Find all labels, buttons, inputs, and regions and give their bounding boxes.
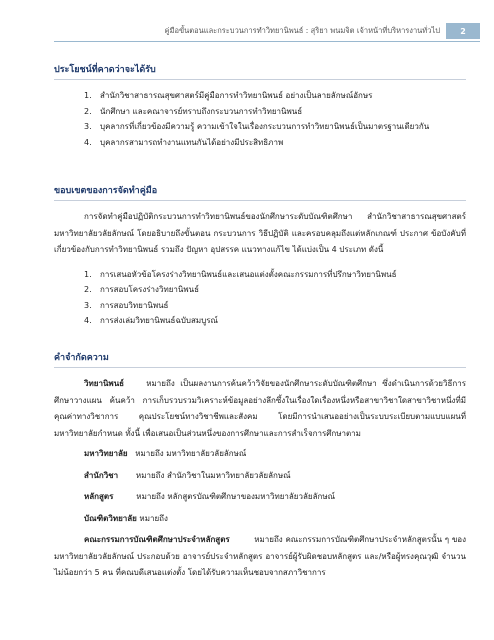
definition-committee [54,532,466,582]
definition-text-continued: ของมหาวิทยาลัยวลัยลักษณ์ ประกอบด้วย อาจารย์ประจำหลักสูตร อาจารย์ผู้รับผิดชอบหลักสูตร และ/หรือผู้ทรงคุณวุฒิ จำนวนไม่น้อยกว่า 5 คน ที่คณบดีเสนอแต่งตั้ง โดยได้รับความเห็นชอบจากสภาวิชาการ [54,535,467,577]
list-item [54,104,466,120]
benefits-heading: ประโยชน์ที่คาดว่าจะได้รับ [54,62,466,80]
item-number: 1. [84,91,92,100]
item-number: 4. [84,137,92,147]
benefits-list [54,88,466,150]
definition-school [54,468,466,485]
item-text: บุคลากรที่เกี่ยวข้องมีความรู้ ความเข้าใจในเรื่องกระบวนการทำวิทยานิพนธ์เป็นมาตรฐานเดียวกัน [100,122,430,131]
benefits-section [54,62,466,150]
definition-text: หมายถึง [139,513,168,523]
definitions-heading: คำจำกัดความ [54,350,466,368]
definition-term: สำนักวิชา [84,470,119,480]
definition-term: บัณฑิตวิทยาลัย [84,513,137,523]
header-title: คู่มือขั้นตอนและกระบวนการทำวิทยานิพนธ์ : สุริยา พนมจิต เจ้าหน้าที่บริหารงานทั่วไป [164,26,440,35]
list-item [54,88,466,104]
item-text: การเสนอหัวข้อโครงร่างวิทยานิพนธ์และเสนอแต่งตั้งคณะกรรมการที่ปรึกษาวิทยานิพนธ์ [100,269,397,279]
definition-graduate-school [54,511,466,528]
definitions-section [54,350,466,582]
item-number: 3. [84,122,92,131]
item-number: 2. [84,285,92,294]
list-item [54,267,466,283]
item-number: 2. [84,106,92,116]
definition-term: หลักสูตร [84,492,114,501]
page-number-badge: 2 [446,23,480,39]
item-text: สำนักวิชาสาธารณสุขศาสตร์มีคู่มือการทำวิทยานิพนธ์ อย่างเป็นลายลักษณ์อักษร [100,91,373,100]
header-divider [54,41,480,42]
item-text: การส่งเล่มวิทยานิพนธ์ฉบับสมบูรณ์ [100,316,218,325]
definition-university [54,446,466,463]
definition-text: หมายถึง คณะกรรมการบัณฑิตศึกษาประจำหลักสูตรนั้น ๆ [254,535,450,544]
list-item [54,119,466,135]
page-header [165,22,480,40]
item-text: การสอบวิทยานิพนธ์ [100,300,169,310]
item-number: 1. [84,269,92,279]
list-item [54,282,466,298]
definition-thesis [54,376,466,442]
definition-term: คณะกรรมการบัณฑิตศึกษาประจำหลักสูตร [84,535,230,544]
definition-curriculum [54,489,466,506]
definition-text: หมายถึง สำนักวิชาในมหาวิทยาลัยวลัยลักษณ์ [135,470,291,480]
scope-heading: ขอบเขตของการจัดทำคู่มือ [54,183,466,201]
item-text: การสอบโครงร่างวิทยานิพนธ์ [100,285,199,294]
list-item [54,313,466,329]
definition-text: หมายถึง เป็นผลงานการค้นคว้าวิจัยของนักศึกษาระดับบัณฑิตศึกษา ซึ่งดำเนินการด้วยวิธีการศึกษาวางแผน ค้นคว้า การเก็บรวบรวมวิเคราะห์ข้อมูลอย่างลึกซึ้งในเรื่องใดเรื่องหนึ่งหรือสาขาวิชาใดสาขาวิชาหนึ่งที่มีคุณค่าทางวิชาการ คุณประโยชน์ทางวิชาชีพและสังคม โดยมีการนำเสนออย่างเป็นระบบระเบียบตามแบบแผนที่มหาวิทยาลัยกำหนด ทั้งนี้ เพื่อเสนอเป็นส่วนหนึ่งของการศึกษาและการสำเร็จการศึกษาตาม [54,379,466,438]
item-number: 4. [84,316,92,325]
list-item [54,135,466,151]
scope-list [54,267,466,329]
definition-text: หมายถึง หลักสูตรบัณฑิตศึกษาของมหาวิทยาลัยวลัยลักษณ์ [136,492,336,501]
item-text: นักศึกษา และคณาจารย์ทราบถึงกระบวนการทำวิทยานิพนธ์ [100,106,303,116]
definition-text: หมายถึง มหาวิทยาลัยวลัยลักษณ์ [135,449,247,458]
item-number: 3. [84,300,92,310]
item-text: บุคลากรสามารถทำงานแทนกันได้อย่างมีประสิทธิภาพ [100,137,284,147]
scope-section [54,183,466,329]
list-item [54,298,466,314]
definition-term: มหาวิทยาลัย [84,449,128,458]
definition-term: วิทยานิพนธ์ [84,379,125,388]
scope-intro: การจัดทำคู่มือปฏิบัติกระบวนการทำวิทยานิพนธ์ของนักศึกษาระดับบัณฑิตศึกษา สำนักวิชาสาธารณสุขศาสตร์ มหาวิทยาลัยวลัยลักษณ์ โดยอธิบายถึงขั้นตอน กระบวนการ วิธีปฏิบัติ และครอบคลุมถึงแต่หลักเกณฑ์ ประกาศ ข้อบังคับที่เกี่ยวข้องกับการทำวิทยานิพนธ์ รวมถึง ปัญหา อุปสรรค แนวทางแก้ไข ได้แบ่งเป็น 4 ประเภท ดังนี้ [54,212,466,254]
